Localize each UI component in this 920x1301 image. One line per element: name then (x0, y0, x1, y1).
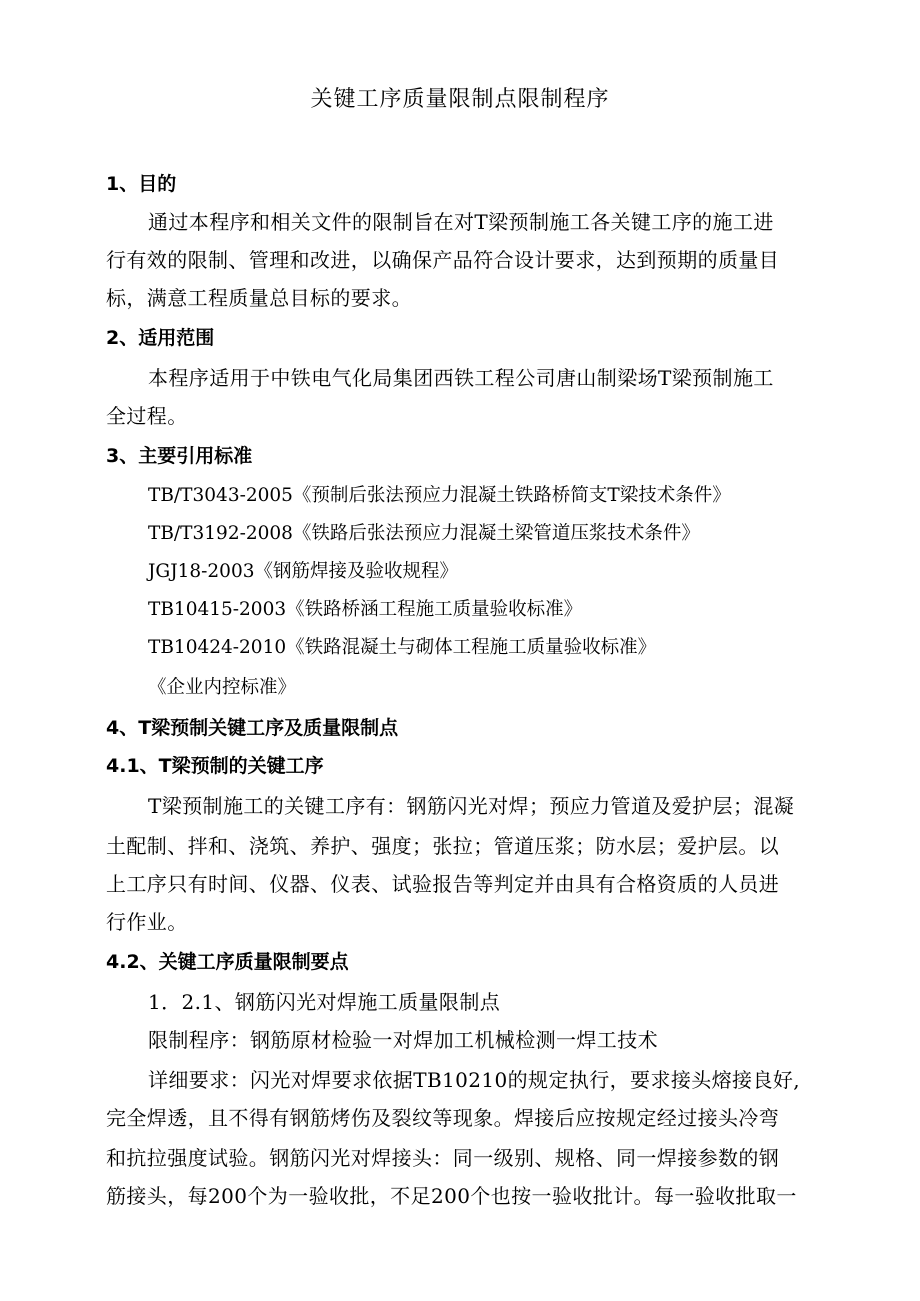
section-1-paragraph-line: 标，满意工程质量总目标的要求。 (106, 286, 412, 310)
reference-standard: TB10424-2010《铁路混凝土与砌体工程施工质量验收标准》 (148, 637, 657, 658)
section-4-2-1-paragraph-line: 筋接头，每200个为一验收批，不足200个也按一验收批计。每一验收批取一 (106, 1184, 797, 1208)
section-4-1-paragraph-line: 土配制、拌和、浇筑、养护、强度；张拉；管道压浆；防水层；爱护层。以 (106, 834, 780, 858)
document-title: 关键工序质量限制点限制程序 (310, 87, 610, 112)
section-4-1-paragraph-line: 行作业。 (106, 910, 188, 934)
section-2-paragraph-line: 本程序适用于中铁电气化局集团西铁工程公司唐山制梁场T梁预制施工 (148, 366, 774, 390)
reference-standard: TB/T3043-2005《预制后张法预应力混凝土铁路桥简支T梁技术条件》 (148, 485, 731, 506)
section-4-1-heading: 4.1、T梁预制的关键工序 (106, 755, 324, 777)
section-4-heading: 4、T梁预制关键工序及质量限制点 (106, 717, 399, 739)
reference-standard: 《企业内控标准》 (148, 677, 297, 698)
section-4-2-1-paragraph-line: 完全焊透，且不得有钢筋烤伤及裂纹等现象。焊接后应按规定经过接头冷弯 (106, 1106, 780, 1130)
section-1-paragraph-line: 通过本程序和相关文件的限制旨在对T梁预制施工各关键工序的施工进 (148, 210, 774, 234)
section-4-1-paragraph-line: T梁预制施工的关键工序有：钢筋闪光对焊；预应力管道及爱护层；混凝 (148, 794, 795, 818)
section-4-1-paragraph-line: 上工序只有时间、仪器、仪表、试验报告等判定并由具有合格资质的人员进 (106, 872, 780, 896)
section-4-2-heading: 4.2、关键工序质量限制要点 (106, 951, 349, 973)
reference-standard: TB10415-2003《铁路桥涵工程施工质量验收标准》 (148, 599, 583, 620)
section-1-paragraph-line: 行有效的限制、管理和改进，以确保产品符合设计要求，达到预期的质量目 (106, 248, 780, 272)
section-2-heading: 2、适用范围 (106, 327, 215, 349)
section-2-paragraph-line: 全过程。 (106, 404, 188, 428)
section-4-2-1-subheading: 1．2.1、钢筋闪光对焊施工质量限制点 (148, 990, 501, 1014)
section-1-heading: 1、目的 (106, 173, 177, 195)
section-4-2-1-paragraph-line: 和抗拉强度试验。钢筋闪光对焊接头：同一级别、规格、同一焊接参数的钢 (106, 1146, 780, 1170)
reference-standard: JGJ18-2003《钢筋焊接及验收规程》 (148, 561, 458, 582)
section-3-heading: 3、主要引用标准 (106, 445, 253, 467)
control-procedure-line: 限制程序：钢筋原材检验一对焊加工机械检测一焊工技术 (148, 1028, 658, 1052)
reference-standard: TB/T3192-2008《铁路后张法预应力混凝土梁管道压浆技术条件》 (148, 523, 700, 544)
section-4-2-1-paragraph-line: 详细要求：闪光对焊要求依据TB10210的规定执行，要求接头熔接良好, (148, 1068, 801, 1092)
